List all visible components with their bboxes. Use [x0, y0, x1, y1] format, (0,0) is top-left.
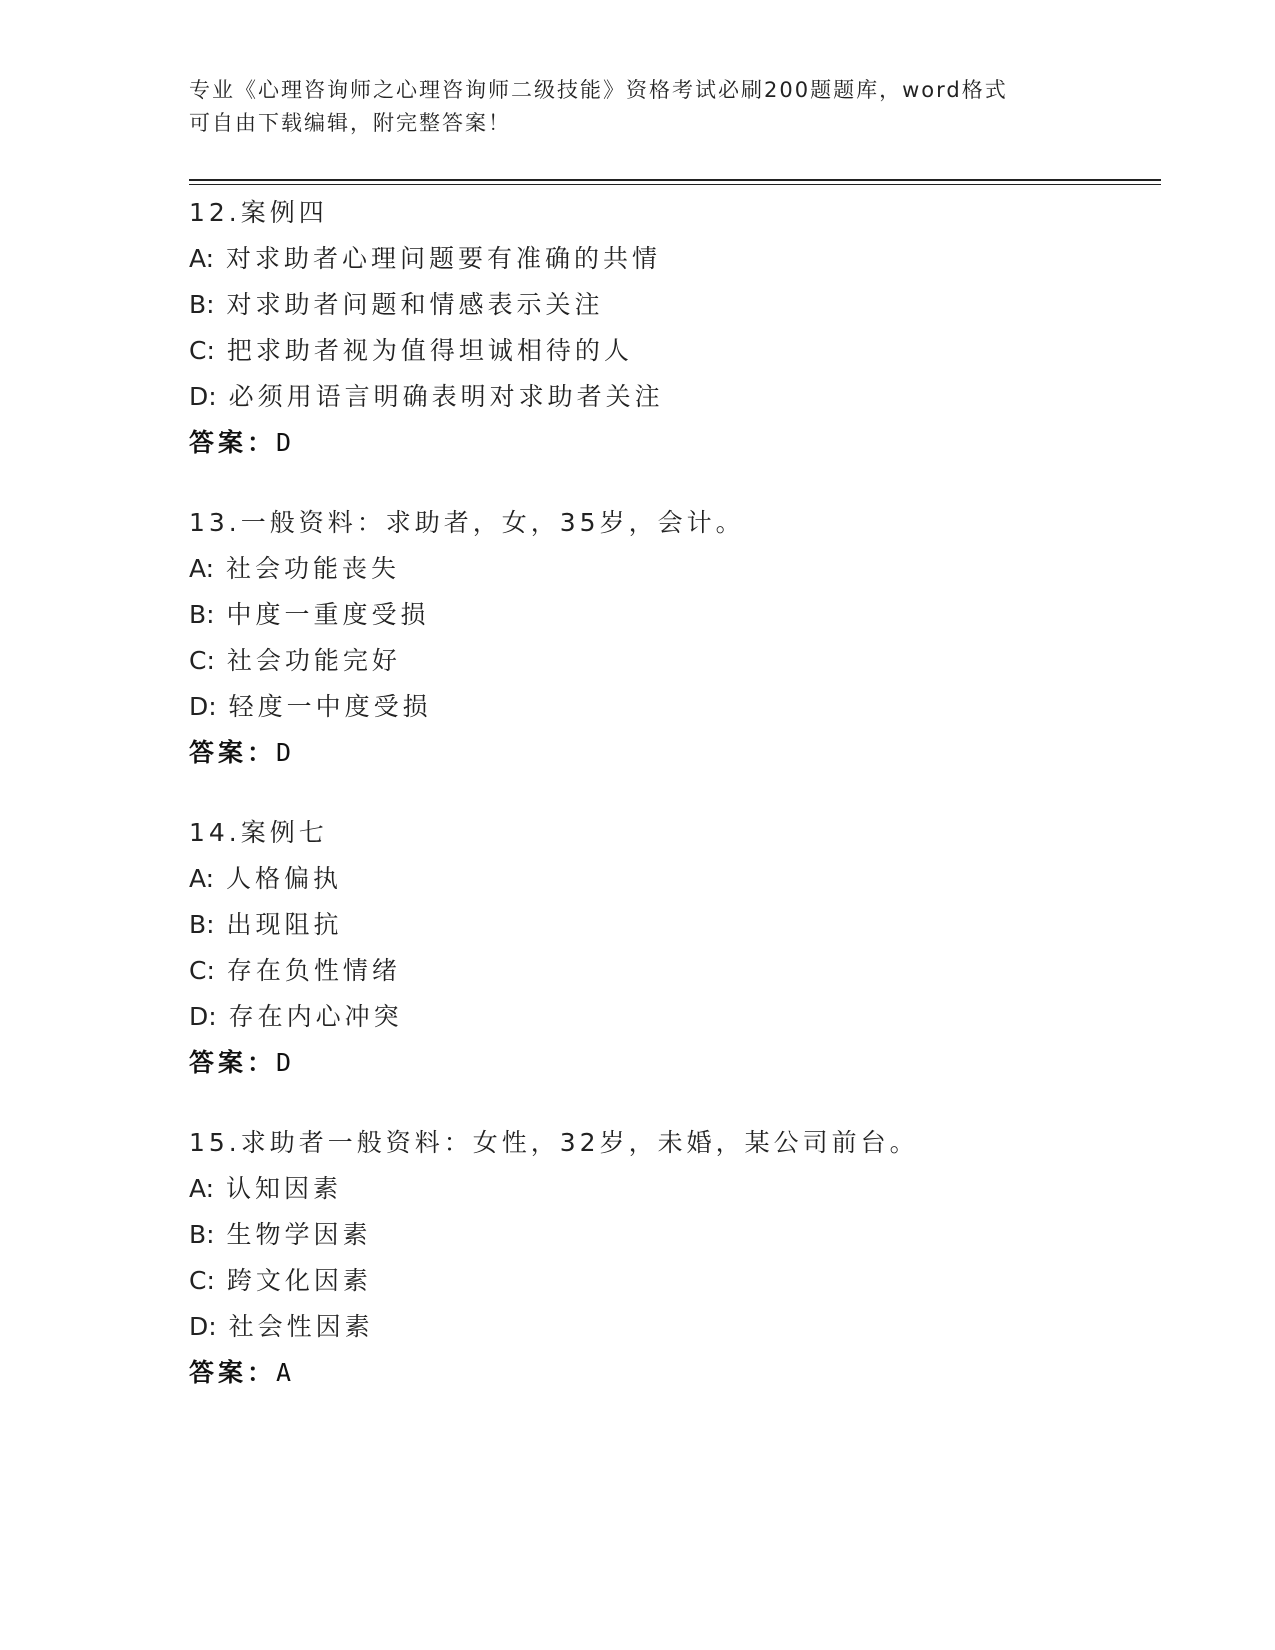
- option-text: 中度一重度受损: [226, 600, 430, 629]
- option-letter: B:: [189, 1220, 215, 1249]
- option-letter: A:: [189, 554, 215, 583]
- answer-label: 答案：: [189, 428, 277, 457]
- question-14: [189, 810, 1149, 1086]
- question-15: [189, 1120, 1149, 1396]
- question-list: [189, 190, 1149, 1430]
- answer-value: D: [276, 428, 294, 457]
- option-text: 存在内心冲突: [228, 1002, 403, 1031]
- option-b: [189, 282, 1149, 328]
- option-text: 对求助者问题和情感表示关注: [226, 290, 604, 319]
- answer-line: [189, 420, 1149, 466]
- answer-label: 答案：: [189, 1358, 277, 1387]
- question-title: 15.求助者一般资料：女性，32岁，未婚，某公司前台。: [189, 1128, 919, 1157]
- option-b: [189, 902, 1149, 948]
- option-b: [189, 592, 1149, 638]
- option-d: [189, 994, 1149, 1040]
- answer-line: [189, 1040, 1149, 1086]
- option-a: [189, 236, 1149, 282]
- question-title: 14.案例七: [189, 818, 328, 847]
- option-text: 跨文化因素: [226, 1266, 372, 1295]
- option-letter: C:: [189, 336, 215, 365]
- option-letter: C:: [189, 646, 215, 675]
- option-d: [189, 684, 1149, 730]
- option-text: 生物学因素: [226, 1220, 372, 1249]
- option-d: [189, 374, 1149, 420]
- option-c: [189, 1258, 1149, 1304]
- option-d: [189, 1304, 1149, 1350]
- option-text: 把求助者视为值得坦诚相待的人: [226, 336, 633, 365]
- option-a: [189, 856, 1149, 902]
- option-text: 人格偏执: [226, 864, 343, 893]
- option-text: 认知因素: [226, 1174, 343, 1203]
- option-a: [189, 546, 1149, 592]
- option-letter: D:: [189, 1002, 217, 1031]
- option-letter: A:: [189, 244, 215, 273]
- option-c: [189, 948, 1149, 994]
- question-title: 12.案例四: [189, 198, 328, 227]
- document-header: [189, 74, 1089, 140]
- option-text: 社会性因素: [228, 1312, 374, 1341]
- answer-line: [189, 1350, 1149, 1396]
- option-text: 社会功能丧失: [226, 554, 401, 583]
- question-title: 13.一般资料：求助者，女，35岁，会计。: [189, 508, 745, 537]
- option-text: 轻度一中度受损: [228, 692, 432, 721]
- option-c: [189, 638, 1149, 684]
- option-text: 必须用语言明确表明对求助者关注: [228, 382, 664, 411]
- option-text: 存在负性情绪: [226, 956, 401, 985]
- header-divider-bottom: [189, 184, 1161, 185]
- answer-label: 答案：: [189, 738, 277, 767]
- option-text: 社会功能完好: [226, 646, 401, 675]
- option-text: 对求助者心理问题要有准确的共情: [226, 244, 662, 273]
- option-letter: D:: [189, 1312, 217, 1341]
- option-c: [189, 328, 1149, 374]
- option-letter: A:: [189, 1174, 215, 1203]
- option-letter: C:: [189, 956, 215, 985]
- question-13: [189, 500, 1149, 776]
- header-line-1: 专业《心理咨询师之心理咨询师二级技能》资格考试必刷200题题库，word格式: [189, 78, 1008, 102]
- answer-value: D: [276, 1048, 294, 1077]
- option-a: [189, 1166, 1149, 1212]
- header-line-2: 可自由下载编辑，附完整答案！: [189, 111, 511, 135]
- answer-line: [189, 730, 1149, 776]
- option-letter: A:: [189, 864, 215, 893]
- option-letter: B:: [189, 910, 215, 939]
- option-text: 出现阻抗: [226, 910, 343, 939]
- option-letter: C:: [189, 1266, 215, 1295]
- answer-value: D: [276, 738, 294, 767]
- option-letter: B:: [189, 290, 215, 319]
- option-letter: D:: [189, 382, 217, 411]
- option-letter: D:: [189, 692, 217, 721]
- option-b: [189, 1212, 1149, 1258]
- answer-label: 答案：: [189, 1048, 277, 1077]
- answer-value: A: [276, 1358, 294, 1387]
- header-divider-top: [189, 179, 1161, 181]
- option-letter: B:: [189, 600, 215, 629]
- question-12: [189, 190, 1149, 466]
